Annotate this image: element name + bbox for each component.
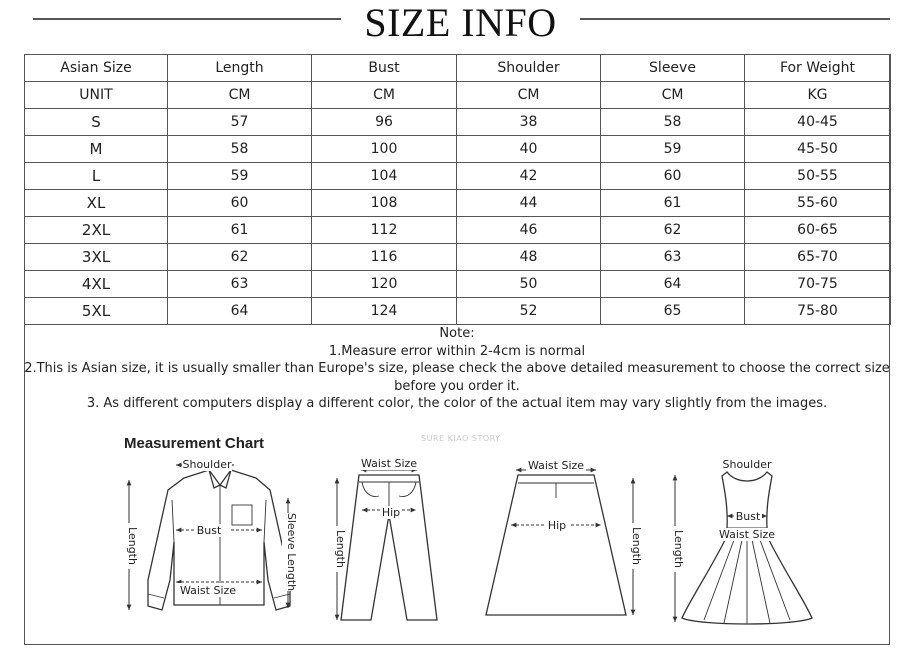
title-divider-left	[33, 18, 341, 20]
title-row	[0, 0, 906, 48]
skirt-diagram	[486, 470, 633, 615]
table-cell: 50-55	[745, 163, 891, 190]
table-cell: 45-50	[745, 136, 891, 163]
pants-hip-label: Hip	[381, 506, 401, 519]
table-cell: 63	[168, 271, 312, 298]
skirt-waist-label: Waist Size	[527, 459, 585, 472]
table-cell: 3XL	[25, 244, 168, 271]
table-cell: 65-70	[745, 244, 891, 271]
size-table	[24, 54, 891, 325]
table-cell: UNIT	[25, 82, 168, 109]
title-divider-right	[580, 18, 890, 20]
table-cell: 46	[457, 217, 601, 244]
table-cell: 64	[601, 271, 745, 298]
measurement-chart-title: Measurement Chart	[124, 435, 265, 452]
table-cell: 5XL	[25, 298, 168, 325]
table-cell: 112	[312, 217, 457, 244]
watermark: SURE KIAO STORY	[421, 434, 501, 443]
table-cell: CM	[601, 82, 745, 109]
note-line-2b: before you order it.	[394, 378, 520, 394]
table-cell: 124	[312, 298, 457, 325]
skirt-length-label: Length	[630, 527, 643, 565]
table-cell: CM	[312, 82, 457, 109]
table-cell: CM	[457, 82, 601, 109]
table-row	[25, 136, 891, 163]
measurement-chart	[24, 430, 890, 644]
table-cell: 104	[312, 163, 457, 190]
table-cell: Bust	[312, 55, 457, 82]
shirt-shoulder-label: Shoulder	[182, 458, 232, 471]
table-cell: 116	[312, 244, 457, 271]
skirt-hip-label: Hip	[547, 519, 567, 532]
dress-waist-label: Waist Size	[718, 528, 776, 541]
size-table-body	[25, 55, 891, 325]
notes-block	[24, 325, 890, 413]
table-cell: 96	[312, 109, 457, 136]
table-unit-row	[25, 82, 891, 109]
table-cell: Sleeve	[601, 55, 745, 82]
note-line-1: 1.Measure error within 2-4cm is normal	[328, 343, 586, 359]
table-cell: 38	[457, 109, 601, 136]
table-cell: M	[25, 136, 168, 163]
note-line-2a: 2.This is Asian size, it is usually smaller than Europe's size, please check the above detailed measurement to choose the correct size	[24, 361, 890, 376]
table-cell: Length	[168, 55, 312, 82]
table-cell: 108	[312, 190, 457, 217]
table-cell: 61	[168, 217, 312, 244]
table-cell: 58	[601, 109, 745, 136]
note-line-3: 3. As different computers display a different color, the color of the actual item may vary slightly from the images.	[86, 396, 828, 411]
table-cell: 100	[312, 136, 457, 163]
table-cell: 62	[168, 244, 312, 271]
table-cell: 55-60	[745, 190, 891, 217]
table-cell: Asian Size	[25, 55, 168, 82]
table-cell: 60-65	[745, 217, 891, 244]
table-cell: 120	[312, 271, 457, 298]
pants-diagram	[337, 470, 437, 620]
shirt-bust-label: Bust	[196, 524, 222, 537]
pants-waist-label: Waist Size	[360, 457, 418, 470]
table-row	[25, 298, 891, 325]
table-cell: 48	[457, 244, 601, 271]
table-cell: L	[25, 163, 168, 190]
table-cell: 42	[457, 163, 601, 190]
table-cell: S	[25, 109, 168, 136]
table-cell: 60	[601, 163, 745, 190]
table-cell: 59	[168, 163, 312, 190]
shirt-sleeve-label: Sleeve Length	[285, 512, 298, 592]
table-cell: 57	[168, 109, 312, 136]
table-cell: 40	[457, 136, 601, 163]
table-cell: 70-75	[745, 271, 891, 298]
table-cell: 64	[168, 298, 312, 325]
table-cell: 58	[168, 136, 312, 163]
table-row	[25, 163, 891, 190]
table-cell: 59	[601, 136, 745, 163]
table-cell: For Weight	[745, 55, 891, 82]
table-row	[25, 217, 891, 244]
table-cell: 62	[601, 217, 745, 244]
table-cell: XL	[25, 190, 168, 217]
page-title: SIZE INFO	[364, 0, 557, 45]
table-row	[25, 244, 891, 271]
table-cell: 2XL	[25, 217, 168, 244]
table-cell: CM	[168, 82, 312, 109]
dress-bust-label: Bust	[735, 510, 761, 523]
shirt-length-label: Length	[126, 527, 139, 565]
dress-length-label: Length	[672, 530, 685, 568]
garment-diagrams	[24, 430, 890, 644]
table-cell: 75-80	[745, 298, 891, 325]
table-cell: Shoulder	[457, 55, 601, 82]
shirt-waist-label: Waist Size	[179, 584, 237, 597]
table-row	[25, 271, 891, 298]
table-cell: 65	[601, 298, 745, 325]
table-cell: KG	[745, 82, 891, 109]
table-row	[25, 190, 891, 217]
table-cell: 61	[601, 190, 745, 217]
table-cell: 63	[601, 244, 745, 271]
table-cell: 40-45	[745, 109, 891, 136]
notes-heading: Note:	[439, 326, 475, 341]
table-cell: 52	[457, 298, 601, 325]
table-cell: 60	[168, 190, 312, 217]
table-row	[25, 109, 891, 136]
table-cell: 4XL	[25, 271, 168, 298]
dress-shoulder-label: Shoulder	[722, 458, 772, 471]
pants-length-label: Length	[334, 530, 347, 568]
table-cell: 50	[457, 271, 601, 298]
table-cell: 44	[457, 190, 601, 217]
dress-diagram	[675, 467, 812, 624]
table-header-row	[25, 55, 891, 82]
